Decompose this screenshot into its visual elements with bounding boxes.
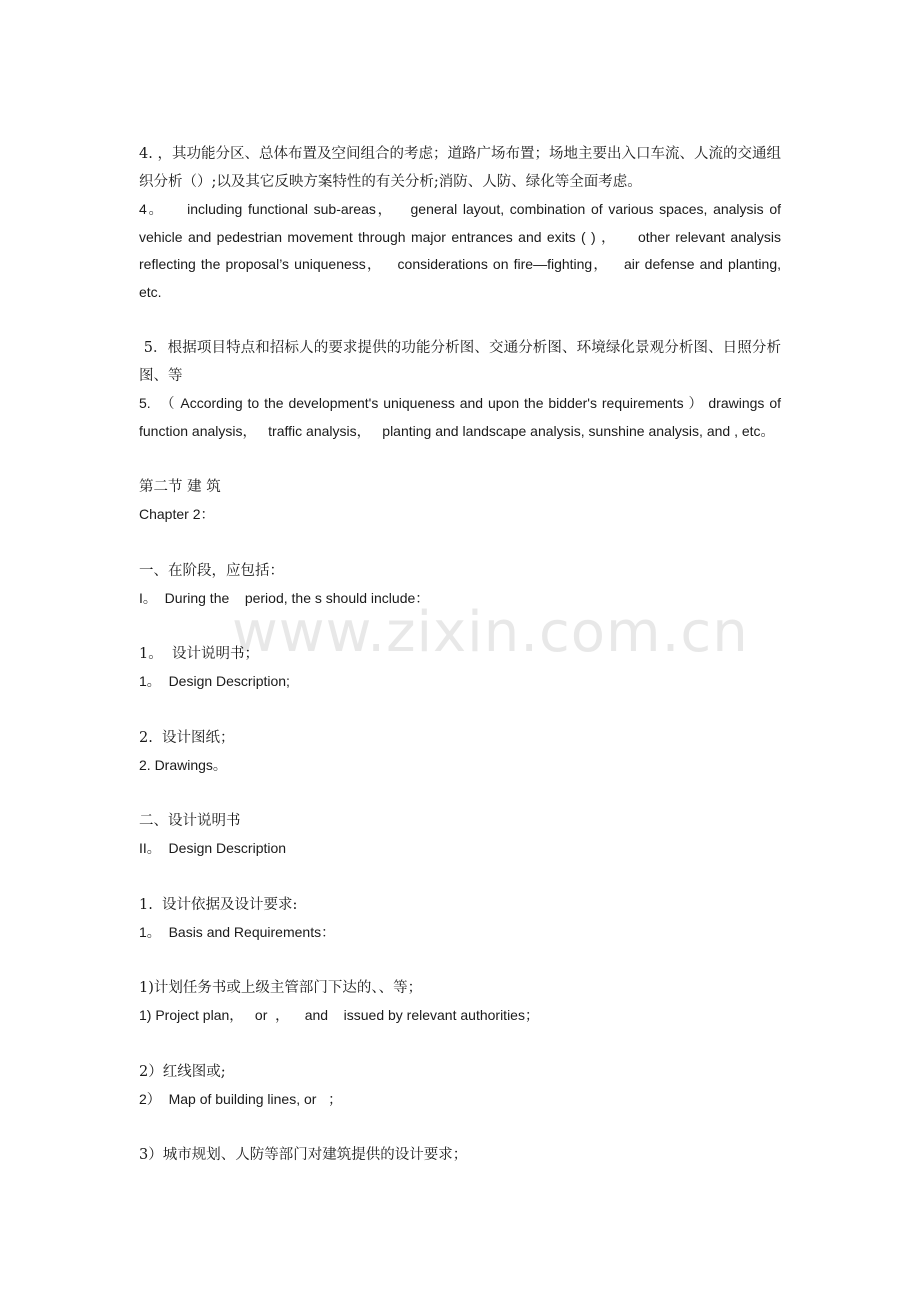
subitem-3-chinese: 3）城市规划、人防等部门对建筑提供的设计要求； xyxy=(139,1147,468,1163)
subitem-2-chinese: 2）红线图或; xyxy=(139,1063,226,1080)
section-2-heading-chinese: 第二节 建 筑 xyxy=(139,479,221,495)
subitem-2-english: 2） Map of building lines, or ； xyxy=(139,1090,343,1107)
part-ii-english: II。 Design Description xyxy=(139,840,287,856)
item-5-english: 5. （ According to the development's uniqueness and upon the bidder's requirements ） drawings of function analysis， traffic analysis， planting and landscape analysis, sunshine analysis, and , etc。 xyxy=(139,395,785,439)
part-i-item-2-english: 2. Drawings。 xyxy=(139,756,227,773)
part-ii-item-1-english: 1。 Basis and Requirements： xyxy=(139,923,336,940)
part-i-item-2-chinese: 2. 设计图纸； xyxy=(139,729,235,746)
watermark: www.zixin.com.cn xyxy=(232,600,749,665)
subitem-1-chinese: 1)计划任务书或上级主管部门下达的、、等； xyxy=(139,980,423,996)
part-i-item-1-english: 1。 Design Description; xyxy=(139,673,290,689)
part-i-chinese: 一、在阶段，应包括： xyxy=(139,562,284,579)
document-body xyxy=(139,140,785,1169)
part-i-english: I。 During the period, the s should include： xyxy=(139,589,430,606)
item-4-chinese: 4. ，其功能分区、总体布置及空间组合的考虑；道路广场布置；场地主要出入口车流、人流的交通组织分析（）;以及其它反映方案特性的有关分析;消防、人防、绿化等全面考虑。 xyxy=(139,146,781,190)
item-5-chinese: 5．根据项目特点和招标人的要求提供的功能分析图、交通分析图、环境绿化景观分析图、日照分析图、等 xyxy=(139,340,781,384)
item-4-english: 4。 including functional sub-areas， general layout, combination of various spaces, analysis of vehicle and pedestrian movement through major entrances and exits ( ) ， other relevant analysis reflecting the proposal’s uniqueness， considerations on fire—fighting， air defense and planting, etc. xyxy=(139,201,785,300)
part-ii-chinese: 二、设计说明书 xyxy=(139,813,241,829)
part-ii-item-1-chinese: 1. 设计依据及设计要求: xyxy=(139,896,298,913)
subitem-1-english: 1) Project plan， or ， and issued by relevant authorities； xyxy=(139,1007,539,1023)
part-i-item-1-chinese: 1。 设计说明书； xyxy=(139,646,259,662)
section-2-heading-english: Chapter 2： xyxy=(139,506,215,522)
